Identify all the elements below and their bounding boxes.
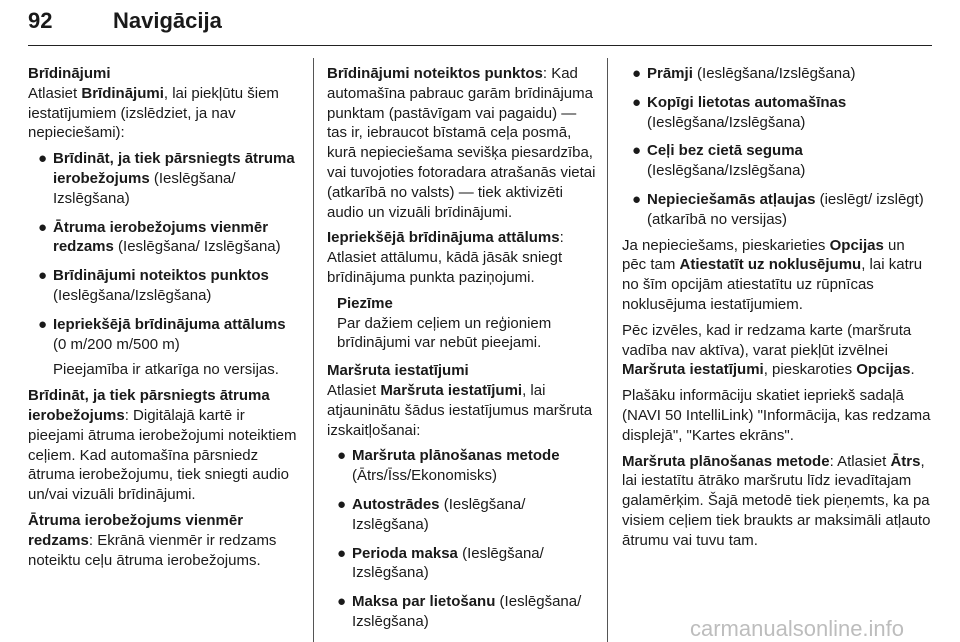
list-item: ● Iepriekšējā brīdinājuma attālums (0 m/200 m/500 m) xyxy=(38,315,286,353)
watermark: carmanualsonline.info xyxy=(690,616,905,641)
list-item: ● Perioda maksa (Ieslēgšana/ Izslēgšana) xyxy=(337,544,544,582)
column-2 xyxy=(327,64,599,641)
section-heading: Maršruta iestatījumi xyxy=(327,362,469,380)
paragraph: Atlasiet Maršruta iestatījumi, lai atjauninātu šādus iestatījumus maršruta izskaitļošanai: xyxy=(327,381,593,439)
paragraph: Atlasiet Brīdinājumi, lai piekļūtu šiem iestatījumiem (izslēdziet, ja nav nepieciešami): xyxy=(28,84,279,142)
column-1 xyxy=(28,64,300,576)
list-item: ● Kopīgi lietotas automašīnas (Ieslēgšana/Izslēgšana) xyxy=(632,93,847,131)
page-header xyxy=(28,2,932,42)
list-item: ● Autostrādes (Ieslēgšana/ Izslēgšana) xyxy=(337,495,526,533)
list-item: ● Brīdinājumi noteiktos punktos (Ieslēgšana/Izslēgšana) xyxy=(38,267,269,304)
list-item: ● Nepieciešamās atļaujas (ieslēgt/ izslēgt) (atkarībā no versijas) xyxy=(632,190,924,228)
paragraph: Maršruta plānošanas metode: Atlasiet Ātrs, lai iestatītu ātrāko maršrutu līdz ievadītajam galamērķim. Šajā metodē tiek pieņemts, ka pa visiem ceļiem tiek braukts ar maksimāli atļauto ātrumu vai tuvu tam. xyxy=(622,452,931,549)
column-divider xyxy=(607,58,608,642)
paragraph: Plašāku informāciju skatiet iepriekš sadaļā (NAVI 50 IntelliLink) "Informācija, kas redzama displejā", "Kartes ekrāns". xyxy=(622,387,931,444)
column-3 xyxy=(622,64,932,557)
page-number: 92 xyxy=(28,8,53,33)
note-title: Piezīme xyxy=(337,294,393,312)
list-item: ● Prāmji (Ieslēgšana/Izslēgšana) xyxy=(632,65,856,82)
availability-note: Pieejamība ir atkarīga no versijas. xyxy=(53,361,279,379)
paragraph: Ātruma ierobežojums vienmēr redzams: Ekrānā vienmēr ir redzams noteiktu ceļu ātruma ierobežojums. xyxy=(28,511,277,569)
paragraph: Iepriekšējā brīdinājuma attālums: Atlasiet attālumu, kādā jāsāk sniegt brīdinājuma punkta paziņojumi. xyxy=(327,229,564,286)
column-divider xyxy=(313,58,314,642)
page-title: Navigācija xyxy=(113,8,222,33)
paragraph: Ja nepieciešams, pieskarieties Opcijas un pēc tam Atiestatīt uz noklusējumu, lai katru no šīm opcijām atiestatītu uz rūpnīcas noklusējuma iestatījumiem. xyxy=(622,236,923,313)
paragraph: Brīdināt, ja tiek pārsniegts ātruma ierobežojums: Digitālajā kartē ir pieejami ātruma ierobežojumi noteiktiem ceļiem. Kad automašīna pārsniedz ātruma ierobežojumu, tiek sniegti audio un/vai vizuāli brīdinājumi. xyxy=(28,387,297,504)
note-text: Par dažiem ceļiem un reģioniem brīdinājumi var nebūt pieejami. xyxy=(337,314,552,352)
list-item: ● Ātruma ierobežojums vienmēr redzams (Ieslēgšana/ Izslēgšana) xyxy=(38,218,281,256)
header-rule xyxy=(28,45,932,46)
list-item: ● Brīdināt, ja tiek pārsniegts ātruma ierobežojums (Ieslēgšana/ Izslēgšana) xyxy=(38,150,295,207)
list-item: ● Ceļi bez cietā seguma (Ieslēgšana/Izslēgšana) xyxy=(632,142,806,180)
list-item: ● Maksa par lietošanu (Ieslēgšana/ Izslēgšana) xyxy=(337,593,582,630)
paragraph: Brīdinājumi noteiktos punktos: Kad automašīna pabrauc garām brīdinājuma punktam (pastāvīgam vai pagaidu) — tas ir, iebraucot bīstamā ceļa posmā, kurā nepieciešama sevišķa piesardzība, vai tuvojoties fotoradara atrašanās vietai (atkarībā no valsts) — tiek aktivizēti audio un vizuāli brīdinājumi. xyxy=(327,65,596,221)
list-item: ● Maršruta plānošanas metode (Ātrs/Īss/Ekonomisks) xyxy=(337,447,560,485)
note-box xyxy=(327,294,599,353)
section-heading: Brīdinājumi xyxy=(28,65,111,82)
paragraph: Pēc izvēles, kad ir redzama karte (maršruta vadība nav aktīva), varat piekļūt izvēlnei Maršruta iestatījumi, pieskaroties Opcijas. xyxy=(622,321,915,379)
